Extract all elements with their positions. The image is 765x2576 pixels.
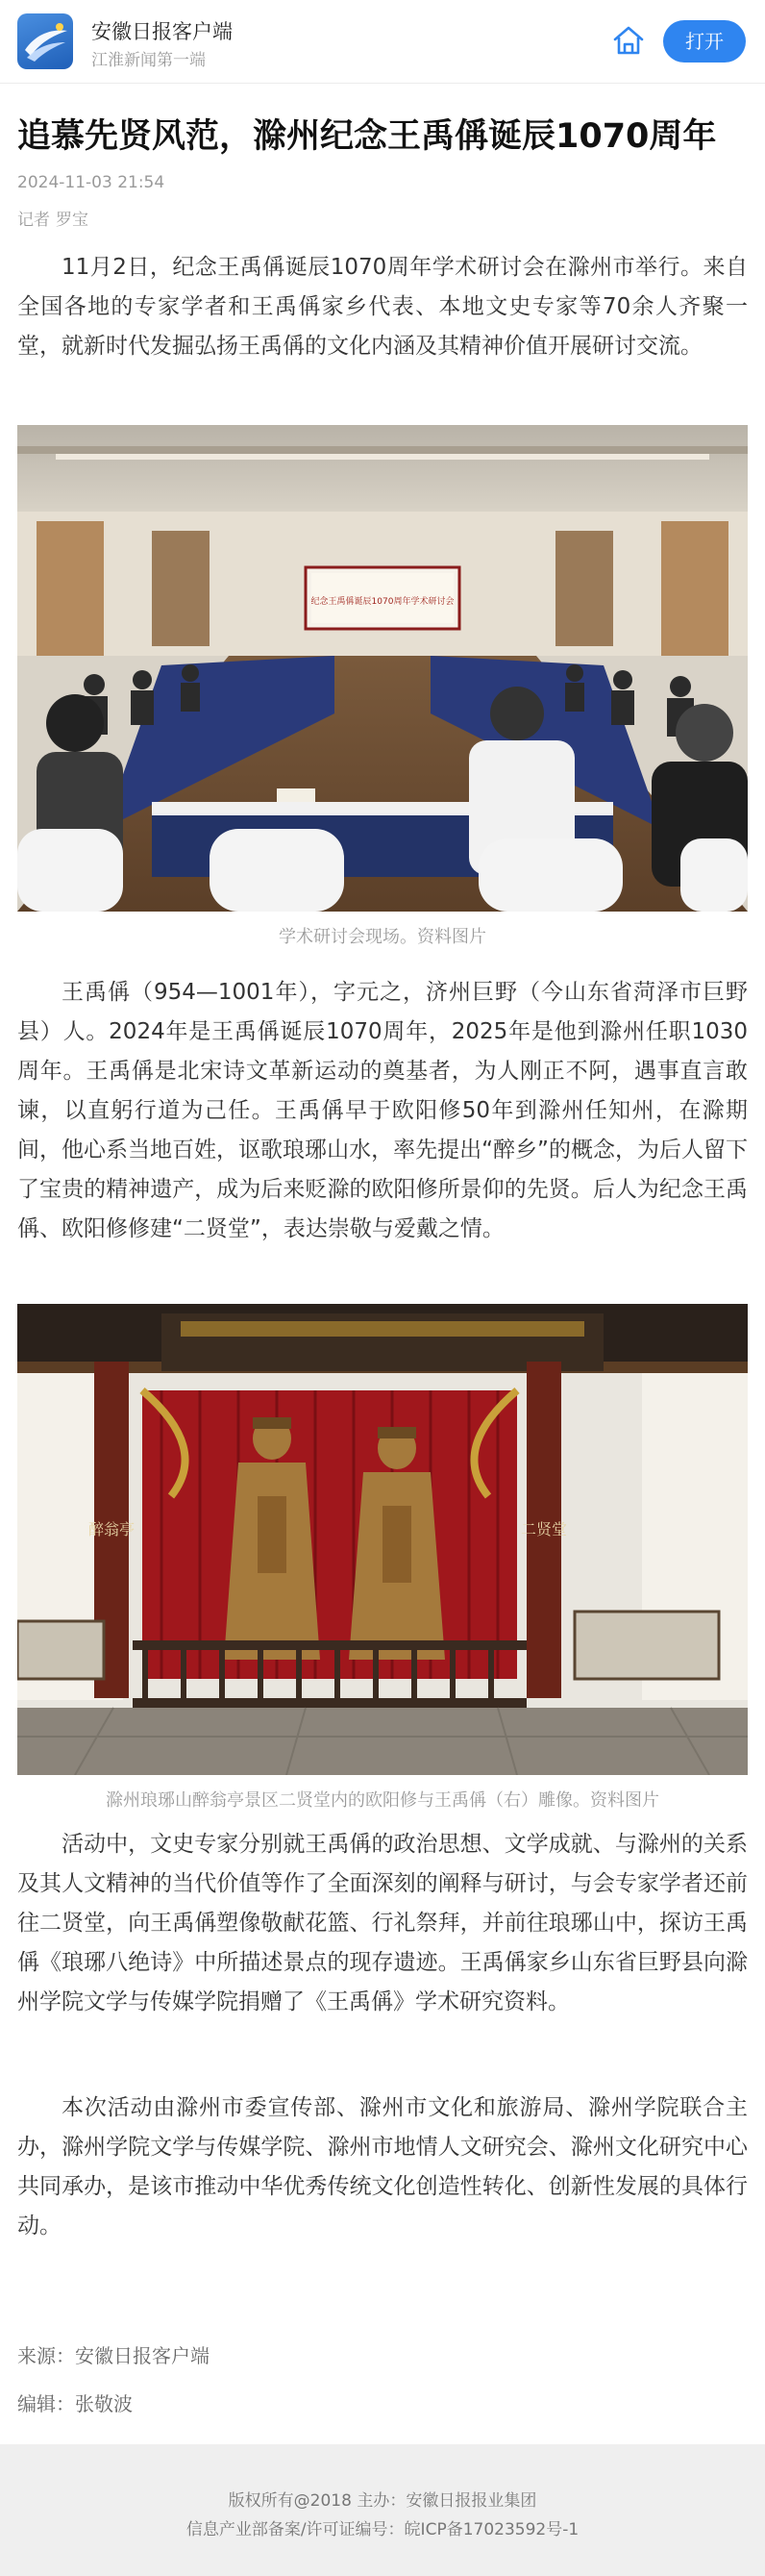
publish-date: 2024-11-03 21:54 <box>17 173 165 192</box>
conference-banner-text: 纪念王禹偁诞辰1070周年学术研讨会 <box>310 597 455 607</box>
article-paragraph: 王禹偁（954—1001年），字元之，济州巨野（今山东省菏泽市巨野县）人。2024年是王禹偁诞辰1070周年，2025年是他到滁州任职1030周年。王禹偁是北宋诗文革新运动的奠基者，为人刚正不阿，遇事直言敢谏，以直躬行道为己任。王禹偁早于欧阳修50年到滁州任知州，在滁期间，他心系当地百姓，讴歌琅琊山水，率先提出“醉乡”的概念，为后人留下了宝贵的精神遗产，成为后来贬滁的欧阳修所景仰的先贤。后人为纪念王禹偁、欧阳修修建“二贤堂”，表达崇敬与爱戴之情。 <box>17 980 748 1241</box>
anhui-daily-logo-icon[interactable] <box>17 13 73 69</box>
icp-license-line: 信息产业部备案/许可证编号：皖ICP备17023592号-1 <box>185 2520 580 2539</box>
couplet-text-left: 醉翁亭 <box>87 1520 136 1538</box>
copyright-line: 版权所有@2018 主办：安徽日报报业集团 <box>228 2491 537 2511</box>
photo-caption: 滁州琅琊山醉翁亭景区二贤堂内的欧阳修与王禹偁（右）雕像。资料图片 <box>106 1790 659 1811</box>
article-source: 来源：安徽日报客户端 <box>17 2344 210 2367</box>
open-app-button[interactable]: 打开 <box>663 20 746 63</box>
conference-photo[interactable] <box>17 425 748 912</box>
app-name: 安徽日报客户端 <box>91 20 233 43</box>
article-paragraph: 11月2日，纪念王禹偁诞辰1070周年学术研讨会在滁州市举行。来自全国各地的专家学者和王禹偁家乡代表、本地文史专家等70余人齐聚一堂，就新时代发掘弘扬王禹偁的文化内涵及其精神价值开展研讨交流。 <box>17 255 748 359</box>
statues-photo[interactable] <box>17 1304 748 1775</box>
article-paragraph: 本次活动由滁州市委宣传部、滁州市文化和旅游局、滁州学院联合主办，滁州学院文学与传媒学院、滁州市地情人文研究会、滁州文化研究中心共同承办，是该市推动中华优秀传统文化创造性转化、创新性发展的具体行动。 <box>17 2095 748 2238</box>
home-icon[interactable] <box>612 25 645 56</box>
page-footer <box>0 2444 765 2576</box>
reporter-label: 记者 <box>17 211 50 230</box>
app-slogan: 江淮新闻第一端 <box>91 51 206 70</box>
article-editor: 编辑：张敬波 <box>17 2392 133 2415</box>
app-header <box>0 0 765 84</box>
couplet-text-right: 二贤堂 <box>520 1520 568 1538</box>
article-paragraph: 活动中，文史专家分别就王禹偁的政治思想、文学成就、与滁州的关系及其人文精神的当代价值等作了全面深刻的阐释与研讨，与会专家学者还前往二贤堂，向王禹偁塑像敬献花篮、行礼祭拜，并前往琅琊山中，探访王禹偁《琅琊八绝诗》中所描述景点的现存遗迹。王禹偁家乡山东省巨野县向滁州学院文学与传媒学院捐赠了《王禹偁》学术研究资料。 <box>17 1832 748 2014</box>
article-title: 追慕先贤风范，滁州纪念王禹偁诞辰1070周年 <box>17 117 717 156</box>
reporter-name: 罗宝 <box>56 211 88 230</box>
photo-caption: 学术研讨会现场。资料图片 <box>279 927 486 947</box>
reporter-line <box>17 206 94 230</box>
